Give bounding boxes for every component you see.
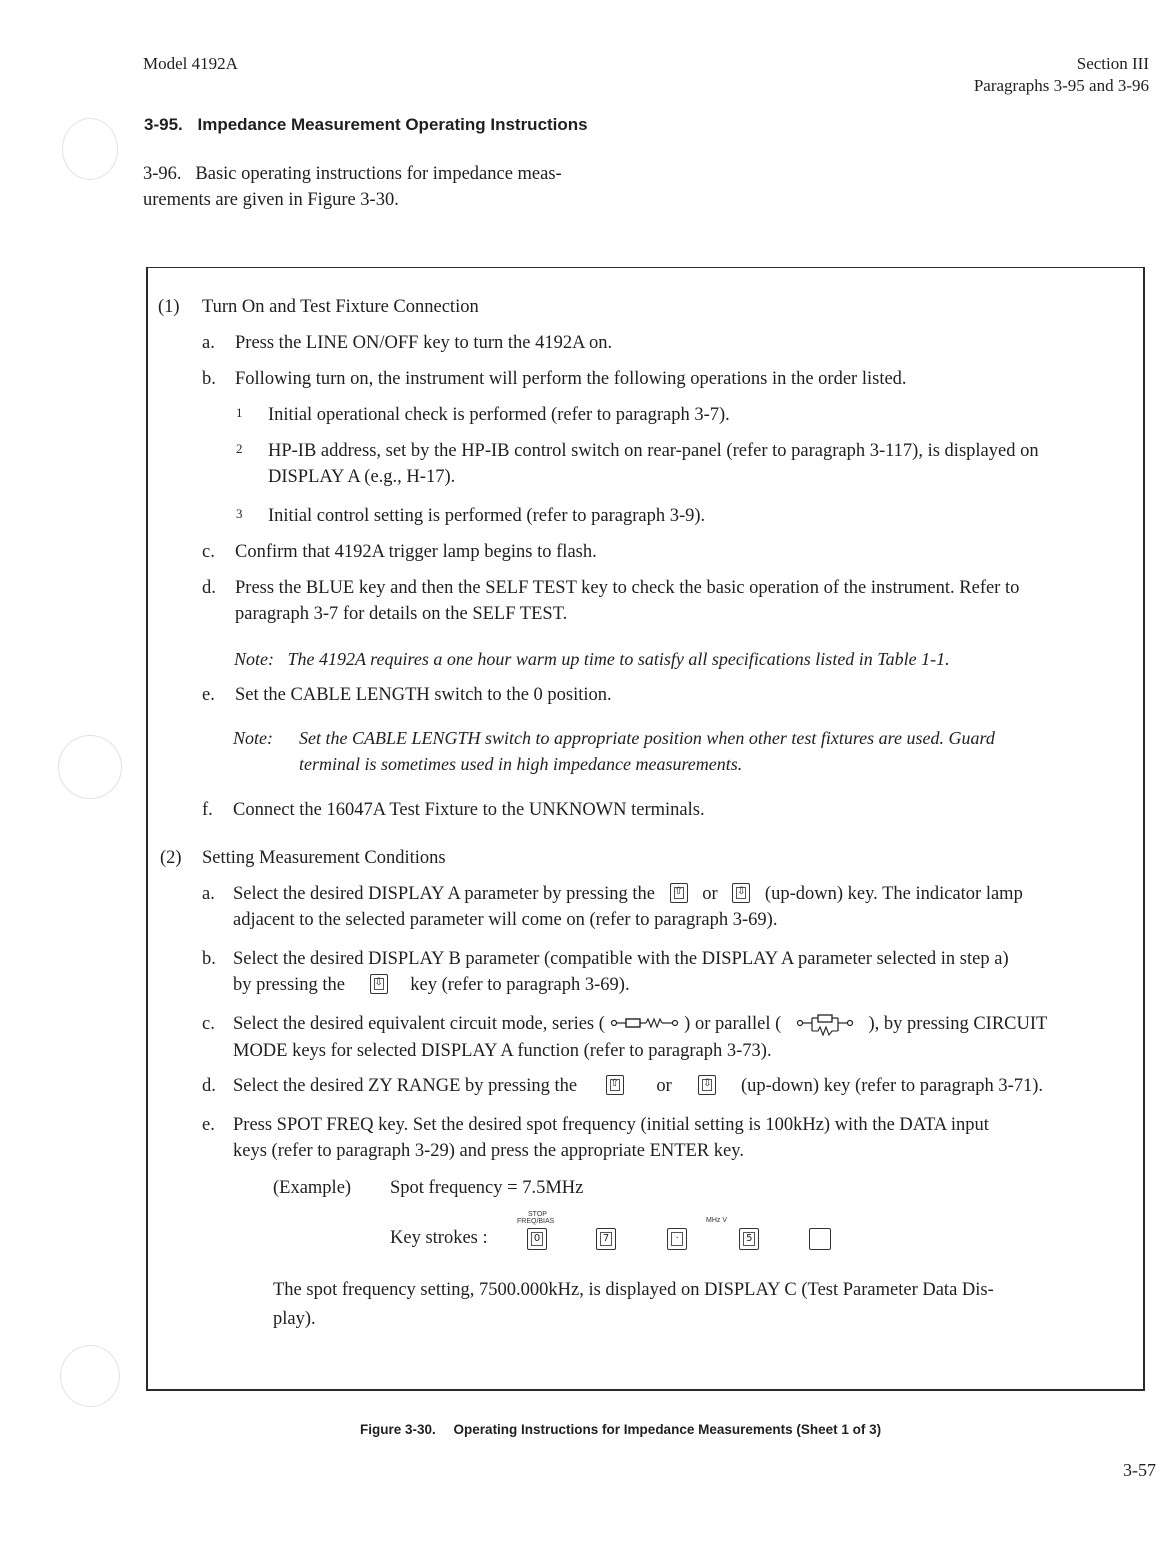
binder-hole [58, 735, 122, 799]
substep-label: d. [202, 578, 216, 598]
substep-label: b. [202, 949, 216, 969]
substep-text-part: (up-down) key (refer to paragraph 3-71). [740, 1076, 1044, 1096]
substep-label: f. [202, 800, 213, 820]
substep-label: b. [202, 369, 216, 389]
list-line: DISPLAY A (e.g., H-17). [268, 467, 456, 487]
substep-text: Connect the 16047A Test Fixture to the UNKNOWN terminals. [233, 800, 705, 820]
substep-text: Following turn on, the instrument will perform the following operations in the order listed. [235, 369, 907, 389]
mhz-enter-key-icon [809, 1228, 831, 1250]
key-label: 0 [533, 1233, 541, 1244]
substep-text: Set the CABLE LENGTH switch to the 0 position. [235, 685, 612, 705]
down-arrow-key-icon: ⇩ [698, 1075, 716, 1095]
substep-label: c. [202, 1014, 215, 1034]
section-heading [144, 114, 588, 136]
substep-line: paragraph 3-7 for details on the SELF TEST. [235, 604, 568, 624]
note [234, 646, 950, 672]
key-top-label: STOP [528, 1211, 547, 1218]
substep-text-part: Select the desired equivalent circuit mode, series ( [233, 1014, 605, 1034]
page-number: 3-57 [1123, 1460, 1156, 1480]
caption-number: Figure 3-30. [360, 1422, 436, 1437]
list-line: HP-IB address, set by the HP-IB control switch on rear-panel (refer to paragraph 3-117), is displayed on [268, 441, 1039, 461]
paragraphs-label: Paragraphs 3-95 and 3-96 [973, 76, 1149, 95]
note-label: Note: [233, 728, 273, 748]
substep-text-part: Select the desired ZY RANGE by pressing the [233, 1076, 578, 1096]
note-line: Set the CABLE LENGTH switch to appropriate position when other test fixtures are used. Guard [299, 728, 995, 748]
substep-text: Confirm that 4192A trigger lamp begins to flash. [235, 542, 597, 562]
section-label: Section III [1076, 54, 1149, 73]
key-label: 5 [746, 1233, 753, 1244]
substep-label: a. [202, 884, 215, 904]
series-circuit-icon [610, 1016, 680, 1030]
substep-label: a. [202, 333, 215, 353]
key-top-label: MHz V [706, 1217, 727, 1224]
down-arrow-key-icon: ⇩ [370, 974, 388, 994]
keystrokes-label: Key strokes : [390, 1228, 488, 1248]
model-label: Model 4192A [143, 54, 238, 73]
substep-line: MODE keys for selected DISPLAY A function (refer to paragraph 3-73). [233, 1041, 772, 1061]
substep-text-part: key (refer to paragraph 3-69). [410, 975, 630, 995]
list-number: 2 [236, 441, 243, 456]
key-0-icon [527, 1228, 547, 1250]
substep-line: keys (refer to paragraph 3-29) and press the appropriate ENTER key. [233, 1141, 744, 1161]
binder-hole [60, 1345, 120, 1407]
result-line: The spot frequency setting, 7500.000kHz, is displayed on DISPLAY C (Test Parameter Data Dis- [273, 1280, 994, 1300]
step-number: (1) [158, 297, 180, 317]
down-arrow-key-icon: ⇩ [732, 883, 750, 903]
result-paragraph [273, 1277, 994, 1332]
or-text: or [702, 884, 718, 904]
intro-number: 3-96. [143, 164, 182, 184]
substep-line: Select the desired DISPLAY B parameter (compatible with the DISPLAY A parameter selected in step a) [233, 949, 1009, 969]
or-text: or [656, 1076, 672, 1096]
substep-text [233, 1073, 1043, 1099]
intro-line: urements are given in Figure 3-30. [143, 190, 399, 210]
substep-label: e. [202, 1115, 215, 1135]
substep-label: e. [202, 685, 215, 705]
substep-text [233, 946, 1009, 998]
note-label: Note: [234, 649, 274, 669]
key-decimal-icon [667, 1228, 687, 1250]
substep-text-part: by pressing the [233, 975, 346, 995]
example-text: Spot frequency = 7.5MHz [390, 1178, 584, 1198]
list-text: Initial control setting is performed (refer to paragraph 3-9). [268, 506, 706, 526]
key-5-icon [739, 1228, 759, 1250]
note-text: The 4192A requires a one hour warm up time to satisfy all specifications listed in Table 1-1. [287, 649, 950, 669]
heading-title: Impedance Measurement Operating Instructions [197, 115, 588, 134]
substep-text-part: ), by pressing CIRCUIT [868, 1014, 1048, 1034]
list-text: Initial operational check is performed (refer to paragraph 3-7). [268, 405, 730, 425]
heading-number: 3-95. [144, 115, 183, 134]
figure-frame [146, 267, 1145, 1391]
substep-label: d. [202, 1076, 216, 1096]
list-number: 3 [236, 506, 243, 521]
parallel-circuit-icon [796, 1014, 856, 1038]
note-line: terminal is sometimes used in high impedance measurements. [299, 754, 743, 774]
substep-line: Press SPOT FREQ key. Set the desired spot frequency (initial setting is 100kHz) with the DATA input [233, 1115, 989, 1135]
substep-line: Press the BLUE key and then the SELF TEST key to check the basic operation of the instrument. Refer to [235, 578, 1020, 598]
key-label: · [675, 1233, 679, 1244]
substep-text [235, 575, 1019, 627]
list-text [268, 438, 1039, 490]
substep-text-part: (up-down) key. The indicator lamp [764, 884, 1023, 904]
up-arrow-key-icon: ⇧ [670, 883, 688, 903]
note-text [299, 725, 995, 777]
intro-line: Basic operating instructions for impedance meas- [195, 164, 562, 184]
binder-hole [62, 118, 118, 180]
step-number: (2) [160, 848, 182, 868]
up-arrow-key-icon: ⇧ [606, 1075, 624, 1095]
key-label: 7 [602, 1233, 610, 1244]
substep-text [233, 881, 1023, 933]
step-title: Setting Measurement Conditions [202, 848, 446, 868]
substep-label: c. [202, 542, 215, 562]
substep-text-part: Select the desired DISPLAY A parameter by pressing the [233, 884, 655, 904]
substep-text [233, 1112, 989, 1164]
intro-paragraph [143, 161, 562, 213]
key-top-label: FREQ/BIAS [517, 1218, 555, 1225]
step-title: Turn On and Test Fixture Connection [202, 297, 479, 317]
caption-text: Operating Instructions for Impedance Measurements (Sheet 1 of 3) [453, 1422, 882, 1437]
result-line: play). [273, 1309, 316, 1329]
key-7-icon [596, 1228, 616, 1250]
substep-text [233, 1011, 1047, 1064]
substep-line: adjacent to the selected parameter will come on (refer to paragraph 3-69). [233, 910, 778, 930]
substep-text-part: ) or parallel ( [684, 1014, 782, 1034]
substep-text: Press the LINE ON/OFF key to turn the 4192A on. [235, 333, 613, 353]
example-label: (Example) [273, 1178, 352, 1198]
list-number: 1 [236, 405, 243, 420]
figure-caption [360, 1421, 881, 1439]
